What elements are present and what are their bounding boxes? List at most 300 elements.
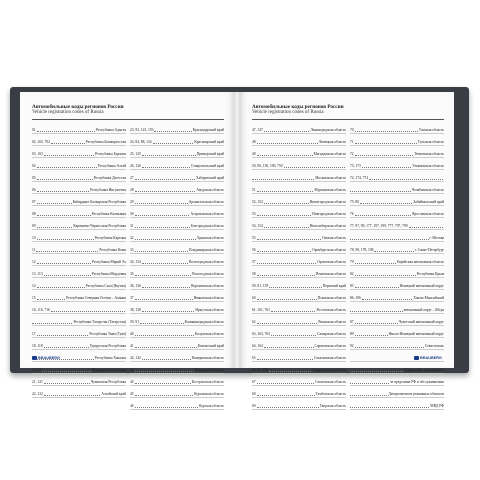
region-name: Чукотский автономный округ [398, 319, 444, 324]
region-code-row [130, 146, 224, 158]
region-name: Липецкая область [318, 139, 346, 144]
region-code-row [350, 362, 444, 374]
region-code-row [252, 326, 346, 338]
region-name: Орловская область [317, 259, 346, 264]
region-name: Республика Алтай [97, 163, 126, 168]
region-code-row [32, 242, 126, 254]
region-code-row [252, 338, 346, 350]
region-name: Республика Тыва (Тува) [89, 331, 126, 336]
region-name: г. Москва [429, 235, 444, 240]
region-name: Чеченская Республика [91, 367, 126, 372]
region-name: Алтайский край [101, 391, 126, 396]
region-name: Брянская область [197, 235, 224, 240]
region-code: 45 [130, 391, 134, 396]
region-name: Ленинградская область [310, 127, 346, 132]
region-code-row [350, 398, 444, 410]
region-code-row [32, 302, 126, 314]
region-name: Амурская область [196, 187, 224, 192]
region-code-row [130, 230, 224, 242]
dot-leader [142, 166, 190, 168]
region-name: за пределами РФ и обслуживаемые [390, 379, 444, 384]
region-code: 33 [130, 247, 134, 252]
dot-leader [37, 334, 89, 336]
region-code-row [130, 194, 224, 206]
region-code: 17 [32, 331, 36, 336]
right-page-column-1 [252, 122, 346, 410]
region-code-row [252, 266, 346, 278]
region-name: Республика Бурятия [95, 151, 126, 156]
region-code-row [252, 206, 346, 218]
region-name: Севастополь [424, 343, 444, 348]
region-name: Республика Саха (Якутия) [85, 283, 126, 288]
region-name: Еврейская автономная область [397, 259, 444, 264]
region-code-row [130, 374, 224, 386]
brand-logo [414, 356, 442, 360]
dot-leader [37, 166, 97, 168]
region-name: Республика Северная Осетия – Алания [66, 295, 126, 300]
region-code: 57 [252, 259, 256, 264]
region-code-row [32, 374, 126, 386]
region-code-row [252, 134, 346, 146]
region-name: Приморский край [196, 151, 224, 156]
region-name: Белгородская область [190, 223, 224, 228]
dot-leader [42, 370, 91, 372]
region-code-row [32, 314, 126, 326]
dot-leader [264, 130, 310, 132]
dot-leader [264, 346, 314, 348]
region-code: 79 [350, 259, 354, 264]
left-page [20, 92, 234, 408]
region-name: Камчатский край [197, 343, 224, 348]
region-code: 47, 147 [252, 127, 263, 132]
dot-leader [142, 358, 191, 360]
region-code-row [32, 230, 126, 242]
region-code: 35 [130, 271, 134, 276]
dot-leader [257, 406, 319, 408]
region-name: Карачаево-Черкесская Республика [73, 223, 126, 228]
region-code: 38, 138 [130, 307, 141, 312]
region-code-row [252, 374, 346, 386]
region-code-row [32, 158, 126, 170]
region-code-row [130, 254, 224, 266]
region-code: 86, 186 [350, 295, 361, 300]
region-name: Волгоградская область [189, 259, 224, 264]
region-code-row [350, 338, 444, 350]
region-code: 42, 142 [130, 355, 141, 360]
region-code: 92 [350, 343, 354, 348]
region-code: 49 [252, 151, 256, 156]
region-code: 63, 163, 763 [252, 331, 270, 336]
region-code: 53 [252, 211, 256, 216]
region-code-row [130, 182, 224, 194]
region-name: Челябинская область [411, 187, 444, 192]
dot-leader [362, 298, 413, 300]
dot-leader [350, 406, 429, 408]
dot-leader [271, 310, 315, 312]
dot-leader [37, 286, 85, 288]
dot-leader [51, 142, 85, 144]
region-code: 46 [130, 403, 134, 408]
region-code-row [130, 386, 224, 398]
dot-leader [135, 274, 192, 276]
region-name: Костромская область [191, 379, 224, 384]
region-code-row [32, 254, 126, 266]
dot-leader [153, 142, 194, 144]
region-name: Тюменская область [414, 151, 444, 156]
dot-leader [37, 178, 93, 180]
region-code-row [130, 206, 224, 218]
region-code: 29 [130, 199, 134, 204]
title-rule [32, 119, 224, 120]
dot-leader [135, 406, 199, 408]
page-title: Автомобильные коды регионов России [252, 104, 344, 110]
region-code-row [32, 218, 126, 230]
region-code-row [130, 290, 224, 302]
region-code: 03, 103 [32, 151, 43, 156]
region-name: Мурманская область [314, 187, 346, 192]
dot-leader [355, 274, 416, 276]
region-name: Республика Мордовия [91, 271, 126, 276]
region-code-row [32, 386, 126, 398]
dot-leader [142, 286, 190, 288]
dot-leader [257, 238, 321, 240]
region-code-row [252, 302, 346, 314]
region-code-row [130, 398, 224, 410]
right-page-column-2 [350, 122, 444, 410]
region-code: 10 [32, 235, 36, 240]
region-code: 89 [350, 331, 354, 336]
region-code: 36, 136 [130, 283, 141, 288]
dot-leader [350, 190, 411, 192]
region-code-row [350, 158, 444, 170]
region-code-row [130, 242, 224, 254]
dot-leader [142, 262, 188, 264]
dot-leader [257, 322, 318, 324]
region-name: Самарская область [317, 331, 346, 336]
region-code-row [350, 386, 444, 398]
region-code-row [252, 194, 346, 206]
region-code-row [252, 314, 346, 326]
left-page-column-1 [32, 122, 126, 410]
region-name: Ненецкий автономный округ [399, 283, 444, 288]
region-code: 76 [350, 211, 354, 216]
dot-leader [355, 262, 397, 264]
dot-leader [44, 154, 94, 156]
region-name: Республика Адыгея [95, 127, 126, 132]
dot-leader [257, 382, 315, 384]
region-code: 43 [130, 367, 134, 372]
region-code: 31 [130, 223, 134, 228]
region-code-row [252, 290, 346, 302]
region-name: Ханты-Мансийский [413, 295, 444, 300]
region-code: 20, 95 [32, 367, 41, 372]
region-code: 21, 121 [32, 379, 43, 384]
region-code: 04 [32, 163, 36, 168]
region-code-row [252, 182, 346, 194]
dot-leader [271, 334, 316, 336]
region-code-row [350, 122, 444, 134]
dot-leader [135, 226, 190, 228]
dot-leader [140, 322, 184, 324]
dot-leader [37, 202, 72, 204]
region-code: 82 [350, 271, 354, 276]
dot-leader [362, 166, 411, 168]
region-name: Нижегородская область [309, 199, 346, 204]
region-code-row [350, 314, 444, 326]
region-code: 05 [32, 175, 36, 180]
region-name: Курганская область [194, 391, 224, 396]
region-name: МВД РФ [430, 403, 444, 408]
region-name: Республика Ингушетия [90, 187, 126, 192]
region-code-row [350, 194, 444, 206]
dot-leader [350, 238, 429, 240]
region-name: Вологодская область [192, 271, 224, 276]
dot-leader [36, 250, 98, 252]
region-code: 28 [130, 187, 134, 192]
region-code-row [32, 134, 126, 146]
dot-leader [350, 370, 403, 372]
region-code: 02, 102, 702 [32, 139, 50, 144]
dot-leader [284, 166, 345, 168]
region-code: 59, 81, 159 [252, 283, 269, 288]
dot-leader [37, 214, 91, 216]
region-name: г. Санкт-Петербург [414, 247, 444, 252]
region-code: 09 [32, 223, 36, 228]
region-code-row [350, 326, 444, 338]
dot-leader [257, 274, 315, 276]
region-code: 48 [252, 139, 256, 144]
page-subtitle: Vehicle registration codes of Russia [32, 110, 104, 116]
region-code-row [130, 362, 224, 374]
page-title: Автомобильные коды регионов России [32, 104, 124, 110]
region-code-row [252, 350, 346, 362]
region-code-row [32, 170, 126, 182]
region-code-row [130, 158, 224, 170]
region-code: 39, 91 [130, 319, 139, 324]
region-code-row [350, 278, 444, 290]
region-name: Республика Марий Эл [92, 259, 126, 264]
region-code-row [130, 218, 224, 230]
region-name: Республика Дагестан [93, 175, 126, 180]
region-name: Кировская область [195, 367, 224, 372]
region-name: Краснодарский край [192, 127, 224, 132]
region-name: автономный округ – Югра [403, 307, 444, 312]
dot-leader [154, 130, 191, 132]
region-code: 74, 174, 774 [350, 175, 368, 180]
dot-leader [257, 154, 313, 156]
dot-leader [355, 322, 398, 324]
region-name: Рязанская область [318, 319, 346, 324]
region-code-row [130, 278, 224, 290]
region-code-row [130, 122, 224, 134]
region-code: 08 [32, 211, 36, 216]
region-code: 65 [252, 355, 256, 360]
region-code: 73, 173 [350, 163, 361, 168]
dot-leader [32, 322, 72, 324]
page-subtitle: Vehicle registration codes of Russia [252, 110, 324, 116]
dot-leader [269, 286, 321, 288]
dot-leader [37, 238, 94, 240]
region-code: 26, 126 [130, 163, 141, 168]
region-name: Архангельская область [188, 199, 224, 204]
region-code-row [32, 206, 126, 218]
region-code: 15 [32, 295, 36, 300]
region-code-row [350, 170, 444, 182]
dot-leader [135, 298, 193, 300]
region-name: Владимирская область [189, 247, 224, 252]
dot-leader [350, 382, 389, 384]
region-code-row [32, 362, 126, 374]
region-code-row [350, 134, 444, 146]
dot-leader [37, 226, 73, 228]
region-code: 77, 97, 99, 177, 197, 199, 777, 797, 799 [350, 223, 408, 228]
region-code: 06 [32, 187, 36, 192]
dot-leader [135, 178, 195, 180]
region-code: 25, 125 [130, 151, 141, 156]
region-code-row [350, 218, 444, 230]
region-code-row [130, 134, 224, 146]
region-name: Саратовская область [314, 343, 346, 348]
region-code: 61, 161, 761 [252, 307, 270, 312]
region-code: 13, 113 [32, 271, 43, 276]
dot-leader [44, 346, 89, 348]
dot-leader [37, 190, 90, 192]
region-name: Калужская область [194, 331, 224, 336]
region-code: 50, 90, 150, 190, 750 [252, 163, 283, 168]
region-name: Ростовская область [316, 307, 346, 312]
region-name: Ямало-Ненецкий автономный округ [388, 331, 444, 336]
region-code-row [252, 362, 346, 374]
region-code-row [130, 170, 224, 182]
dot-leader [355, 214, 412, 216]
region-name: Кемеровская область [191, 355, 224, 360]
dot-leader [264, 226, 309, 228]
region-code: 52, 152 [252, 199, 263, 204]
region-code-row [32, 338, 126, 350]
dot-leader [355, 286, 399, 288]
dot-leader [37, 262, 91, 264]
dot-leader [135, 370, 195, 372]
region-name: Ярославская область [412, 211, 444, 216]
region-name: Новгородская область [312, 211, 346, 216]
region-code: 11 [32, 247, 36, 252]
region-code-row [130, 266, 224, 278]
region-name: Омская область [321, 235, 346, 240]
region-code: 32 [130, 235, 134, 240]
region-code: 01 [32, 127, 36, 132]
region-code-row [32, 278, 126, 290]
dot-leader [264, 202, 309, 204]
region-code: 51 [252, 187, 256, 192]
region-name: Пензенская область [315, 271, 346, 276]
region-code-row [130, 350, 224, 362]
region-code: 40 [130, 331, 134, 336]
dot-leader [369, 178, 443, 180]
dot-leader [355, 142, 417, 144]
region-name: Кабардино-Балкарская Республика [72, 199, 126, 204]
region-name: Курская область [199, 403, 224, 408]
region-name: Ставропольский край [190, 163, 224, 168]
region-code-row [252, 218, 346, 230]
dot-leader [135, 250, 189, 252]
dot-leader [409, 226, 444, 228]
region-name: Хабаровский край [195, 175, 224, 180]
region-code-row [350, 182, 444, 194]
region-code: 68 [252, 391, 256, 396]
region-name: Сахалинская область [313, 355, 346, 360]
region-code: 56 [252, 247, 256, 252]
dot-leader [355, 130, 418, 132]
dot-leader [135, 346, 197, 348]
region-code: 55 [252, 235, 256, 240]
dot-leader [257, 358, 313, 360]
region-code-row [252, 170, 346, 182]
dot-leader [257, 214, 312, 216]
region-name: Территории, находящиеся [404, 367, 444, 372]
dot-leader [135, 394, 194, 396]
dot-leader [257, 250, 312, 252]
region-name: Иркутская область [195, 307, 224, 312]
dot-leader [135, 214, 190, 216]
region-name: Ивановская область [193, 295, 224, 300]
region-code-row [130, 326, 224, 338]
dot-leader [44, 382, 90, 384]
dot-leader [37, 130, 95, 132]
region-code-row [252, 230, 346, 242]
region-code-row [252, 398, 346, 410]
region-code: 41 [130, 343, 134, 348]
dot-leader [135, 190, 196, 192]
region-name: Республика Татарстан (Татарстан) [73, 319, 126, 324]
region-name: Департаментом режимных объектов [388, 391, 444, 396]
region-code: 34, 134 [130, 259, 141, 264]
dot-leader [360, 202, 412, 204]
region-name: Воронежская область [191, 283, 224, 288]
title-rule [252, 119, 444, 120]
region-code-row [350, 242, 444, 254]
region-name: Тульская область [417, 139, 444, 144]
region-code: 12 [32, 259, 36, 264]
region-name: Удмуртская Республика [89, 343, 126, 348]
region-name: Красноярский край [194, 139, 224, 144]
region-code: 75, 80 [350, 199, 359, 204]
region-code: 78, 98, 178, 198 [350, 247, 374, 252]
region-code-row [252, 122, 346, 134]
dot-leader [355, 154, 414, 156]
region-name: Тверская область [319, 403, 346, 408]
dot-leader [135, 334, 194, 336]
region-code: 18, 118 [32, 343, 43, 348]
dot-leader [44, 274, 91, 276]
region-code-row [350, 266, 444, 278]
region-name: Забайкальский край [413, 199, 444, 204]
region-name: Псковская область [317, 295, 346, 300]
dot-leader [252, 178, 314, 180]
brand-mark-icon [414, 356, 419, 360]
region-code: 27 [130, 175, 134, 180]
dot-leader [142, 154, 196, 156]
region-code: 07 [32, 199, 36, 204]
region-code: 62 [252, 319, 256, 324]
region-code-row [350, 374, 444, 386]
region-code-row [32, 326, 126, 338]
region-name: Ульяновская область [412, 163, 444, 168]
region-code-row [130, 314, 224, 326]
region-name: Пермский край [322, 283, 346, 288]
region-code-row [350, 230, 444, 242]
left-page-column-2 [130, 122, 224, 410]
region-code-row [252, 158, 346, 170]
